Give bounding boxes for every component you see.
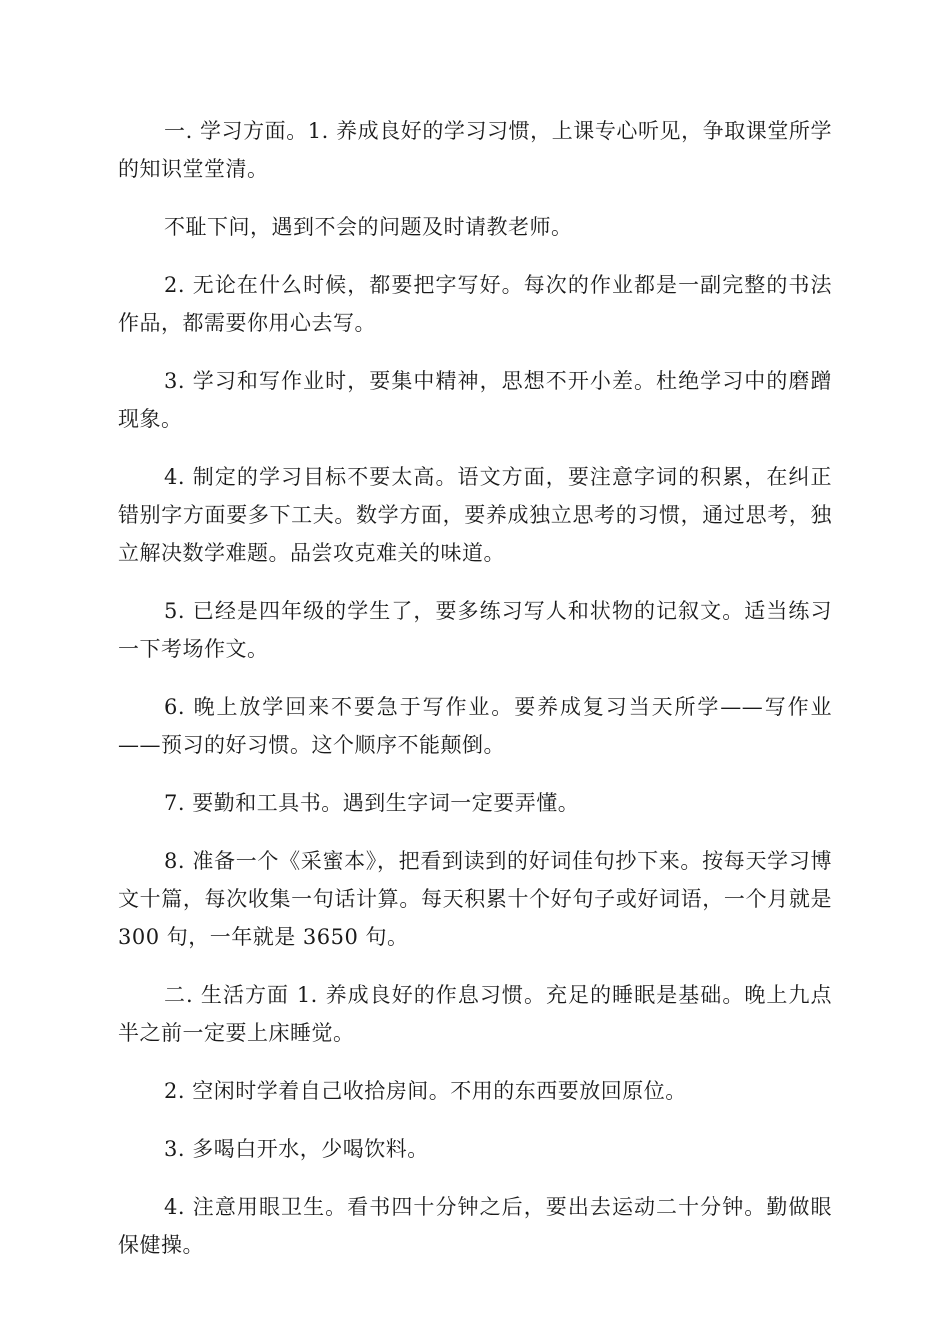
paragraph-writing-practice: 5. 已经是四年级的学生了，要多练习写人和状物的记叙文。适当练习一下考场作文。 [118, 599, 832, 661]
paragraph-eye-care: 4. 注意用眼卫生。看书四十分钟之后，要出去运动二十分钟。勤做眼保健操。 [118, 1195, 832, 1257]
paragraph-goals: 4. 制定的学习目标不要太高。语文方面，要注意字词的积累，在纠正错别字方面要多下工夫。数学方面，要养成独立思考的习惯，通过思考，独立解决数学难题。品尝攻克难关的味道。 [118, 465, 832, 565]
paragraph-homework-order: 6. 晚上放学回来不要急于写作业。要养成复习当天所学——写作业——预习的好习惯。这个顺序不能颠倒。 [118, 695, 832, 757]
paragraph-handwriting: 2. 无论在什么时候，都要把字写好。每次的作业都是一副完整的书法作品，都需要你用心去写。 [118, 273, 832, 335]
paragraph-life-intro: 二. 生活方面 1. 养成良好的作息习惯。充足的睡眠是基础。晚上九点半之前一定要上床睡觉。 [118, 983, 832, 1045]
paragraph-study-intro: 一. 学习方面。1. 养成良好的学习习惯，上课专心听见，争取课堂所学的知识堂堂清。 [118, 119, 832, 181]
paragraph-ask-questions: 不耻下问，遇到不会的问题及时请教老师。 [164, 215, 573, 239]
paragraph-tidy-room: 2. 空闲时学着自己收拾房间。不用的东西要放回原位。 [164, 1079, 687, 1103]
paragraph-reference-books: 7. 要勤和工具书。遇到生字词一定要弄懂。 [164, 791, 580, 815]
paragraph-drink-water: 3. 多喝白开水，少喝饮料。 [164, 1137, 429, 1161]
paragraph-notebook: 8. 准备一个《采蜜本》，把看到读到的好词佳句抄下来。按每天学习博文十篇，每次收集一句话计算。每天积累十个好句子或好词语，一个月就是 300 句，一年就是 3650 句。 [118, 849, 832, 949]
paragraph-focus: 3. 学习和写作业时，要集中精神，思想不开小差。杜绝学习中的磨蹭现象。 [118, 369, 832, 431]
